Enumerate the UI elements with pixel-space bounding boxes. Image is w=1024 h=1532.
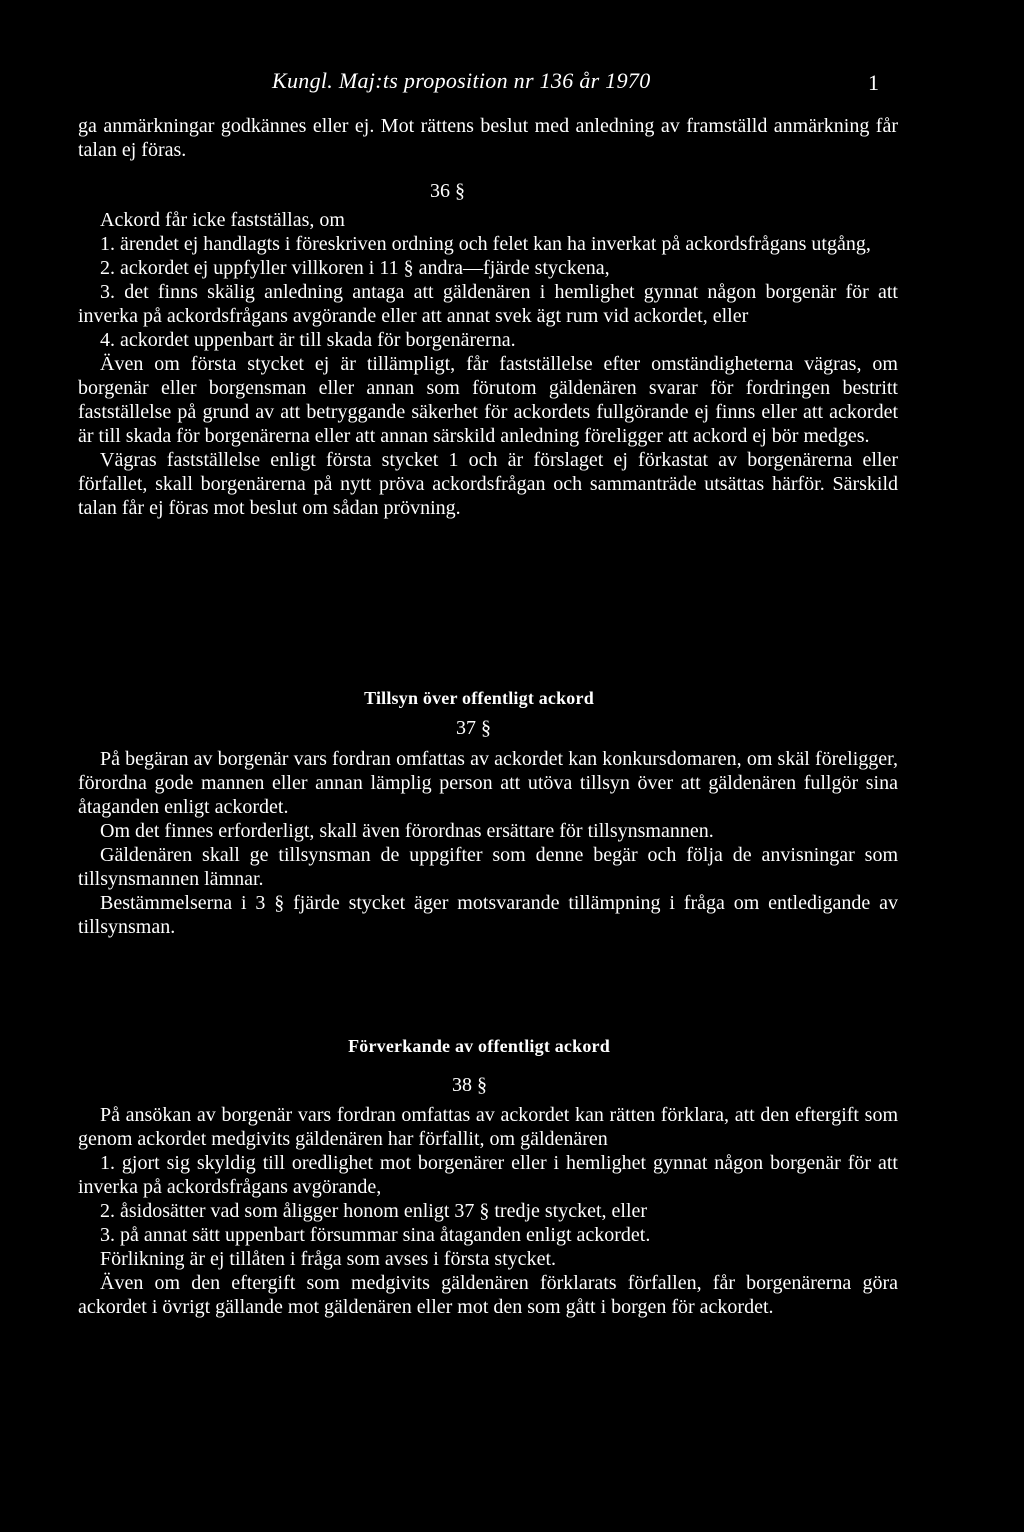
list-item: 2. åsidosätter vad som åligger honom enligt 37 § tredje stycket, eller <box>100 1200 648 1222</box>
section-38-body <box>78 1103 898 1319</box>
list-item: 1. gjort sig skyldig till oredlighet mot borgenärer eller i hemlighet gynnat någon borgenär för att inverka på ackordsfrågans avgörande, <box>78 1152 898 1198</box>
list-item: 2. ackordet ej uppfyller villkoren i 11 § andra—fjärde styckena, <box>100 257 610 279</box>
paragraph: ga anmärkningar godkännes eller ej. Mot rättens beslut med anledning av framställd anmärkning får talan ej föras. <box>78 115 898 161</box>
section-37-body <box>78 747 898 939</box>
paragraph: Förlikning är ej tillåten i fråga som avses i första stycket. <box>100 1248 556 1270</box>
paragraph: Även om första stycket ej är tillämpligt, får fastställelse efter omständigheterna vägras, om borgenär eller borgensman eller annan som förutom gäldenären svarar för fordringen bestritt fastställelse på grund av att betryggande säkerhet för ackordets fullgörande ej finns eller att ackordet är till skada för borgenärerna eller att annan särskild anledning föreligger att ackord ej bör medges. <box>78 353 898 447</box>
list-item: 1. ärendet ej handlagts i föreskriven ordning och felet kan ha inverkat på ackordsfrågans utgång, <box>100 233 871 255</box>
continuation-text <box>78 114 898 162</box>
section-36-body <box>78 208 898 520</box>
running-header: Kungl. Maj:ts proposition nr 136 år 1970 <box>272 68 651 93</box>
section-37-heading: Tillsyn över offentligt ackord <box>364 688 594 708</box>
section-37-number: 37 § <box>456 717 491 739</box>
paragraph: Bestämmelserna i 3 § fjärde stycket äger motsvarande tillämpning i fråga om entledigande av tillsynsman. <box>78 892 898 938</box>
paragraph: Om det finnes erforderligt, skall även förordnas ersättare för tillsynsmannen. <box>100 820 714 842</box>
paragraph: Ackord får icke fastställas, om <box>100 209 345 231</box>
paragraph: Vägras fastställelse enligt första stycket 1 och är förslaget ej förkastat av borgenärerna eller förfallet, skall borgenärerna på nytt pröva ackordsfrågan och sammanträde utsättas härför. Särskild talan får ej föras mot beslut om sådan prövning. <box>78 449 898 519</box>
paragraph: Även om den eftergift som medgivits gäldenären förklarats förfallen, får borgenärerna göra ackordet i övrigt gällande mot gäldenären eller mot den som gått i borgen för ackordet. <box>78 1272 898 1318</box>
paragraph: Gäldenären skall ge tillsynsman de uppgifter som denne begär och följa de anvisningar som tillsynsmannen lämnar. <box>78 844 898 890</box>
list-item: 4. ackordet uppenbart är till skada för borgenärerna. <box>100 329 516 351</box>
section-36-number: 36 § <box>430 180 465 202</box>
paragraph: På begäran av borgenär vars fordran omfattas av ackordet kan konkursdomaren, om skäl föreligger, förordna gode mannen eller annan lämplig person att utöva tillsyn över att gäldenären fullgör sina åtaganden enligt ackordet. <box>78 748 898 818</box>
section-38-number: 38 § <box>452 1074 487 1096</box>
page-number: 1 <box>868 70 879 95</box>
list-item: 3. på annat sätt uppenbart försummar sina åtaganden enligt ackordet. <box>100 1224 651 1246</box>
paragraph: På ansökan av borgenär vars fordran omfattas av ackordet kan rätten förklara, att den eftergift som genom ackordet medgivits gäldenären har förfallit, om gäldenären <box>78 1104 898 1150</box>
list-item: 3. det finns skälig anledning antaga att gäldenären i hemlighet gynnat någon borgenär för att inverka på ackordsfrågans avgörande eller att annat svek ägt rum vid ackordet, eller <box>78 281 898 327</box>
section-38-heading: Förverkande av offentligt ackord <box>348 1036 610 1056</box>
